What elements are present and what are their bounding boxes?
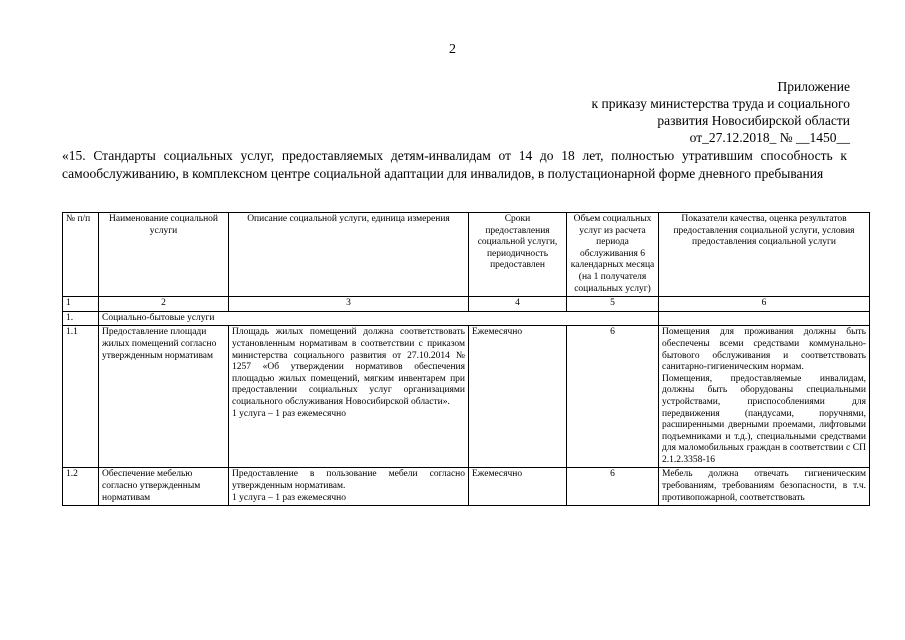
header-period: Сроки предоставления социальной услуги, периодичность предоставлен (469, 213, 567, 297)
row-description-cell (229, 326, 469, 468)
row-description: Предоставление в пользование мебели согласно утвержденным нормативам. (232, 469, 465, 492)
row-period: Ежемесячно (469, 468, 567, 506)
table-row (63, 326, 870, 468)
document-heading (62, 147, 847, 183)
appendix-date-number: от_27.12.2018_ № __1450__ (689, 130, 850, 145)
row-service-name: Обеспечение мебелью согласно утвержденным нормативам (99, 468, 229, 506)
row-period: Ежемесячно (469, 326, 567, 468)
column-number: 4 (469, 297, 567, 312)
header-volume: Объем социальных услуг из расчета периода обслуживания 6 календарных месяца (на 1 получателя социальных услуг) (567, 213, 659, 297)
row-quality: Мебель должна отвечать гигиеническим требованиям, требованиям безопасности, в т.ч. противопожарной, соответствовать (659, 468, 870, 506)
appendix-block (430, 78, 850, 146)
page-number: 2 (449, 42, 456, 57)
column-number: 2 (99, 297, 229, 312)
column-number: 3 (229, 297, 469, 312)
row-number: 1.1 (63, 326, 99, 468)
section-empty-cell (659, 311, 870, 326)
row-volume: 6 (567, 468, 659, 506)
appendix-title: Приложение (777, 79, 850, 94)
row-unit: 1 услуга – 1 раз ежемесячно (232, 492, 346, 503)
appendix-order-line: к приказу министерства труда и социального (591, 96, 850, 111)
header-service-name: Наименование социальной услуги (99, 213, 229, 297)
column-number: 6 (659, 297, 870, 312)
column-number: 1 (63, 297, 99, 312)
row-description-cell (229, 468, 469, 506)
heading-text: «15. Стандарты социальных услуг, предоставляемых детям-инвалидам от 14 до 18 лет, полностью утратившим способность к самообслуживанию, в комплексном центре социальной адаптации для инвалидов, в полустационарной форме дневного пребывания (62, 148, 847, 181)
section-number: 1. (63, 311, 99, 326)
row-number: 1.2 (63, 468, 99, 506)
row-volume: 6 (567, 326, 659, 468)
row-unit: 1 услуга – 1 раз ежемесячно (232, 408, 346, 419)
table-header-row (63, 213, 870, 297)
row-quality: Помещения для проживания должны быть обеспечены всеми средствами коммунально-бытового обслуживания и соответствовать санитарно-гигиеническим нормам. Помещения, предоставляемые инвалидам, должны быть оборудованы специальными устройствами, приспособлениями для передвижения (пандусами, поручнями, расширенными дверными проемами, лифтовыми подъемниками и т.д.), специальными средствами для маломобильных граждан в соответствии с СП 2.1.2.3358-16 (659, 326, 870, 468)
table-row (63, 468, 870, 506)
section-row (63, 311, 870, 326)
header-quality: Показатели качества, оценка результатов предоставления социальной услуги, условия предоставления социальной услуги (659, 213, 870, 297)
header-description: Описание социальной услуги, единица измерения (229, 213, 469, 297)
row-service-name: Предоставление площади жилых помещений согласно утвержденным нормативам (99, 326, 229, 468)
column-number-row (63, 297, 870, 312)
column-number: 5 (567, 297, 659, 312)
appendix-region-line: развития Новосибирской области (657, 113, 850, 128)
header-number: № п/п (63, 213, 99, 297)
row-description: Площадь жилых помещений должна соответствовать установленным нормативам в соответствии с приказом министерства социального развития от 27.10.2014 № 1257 «Об утверждении нормативов обеспечения площадью жилых помещений, мягким инвентарем при предоставлении социальных услуг организациями социального обслуживания Новосибирской области». (232, 327, 465, 407)
section-title: Социально-бытовые услуги (99, 311, 659, 326)
standards-table (62, 212, 870, 506)
